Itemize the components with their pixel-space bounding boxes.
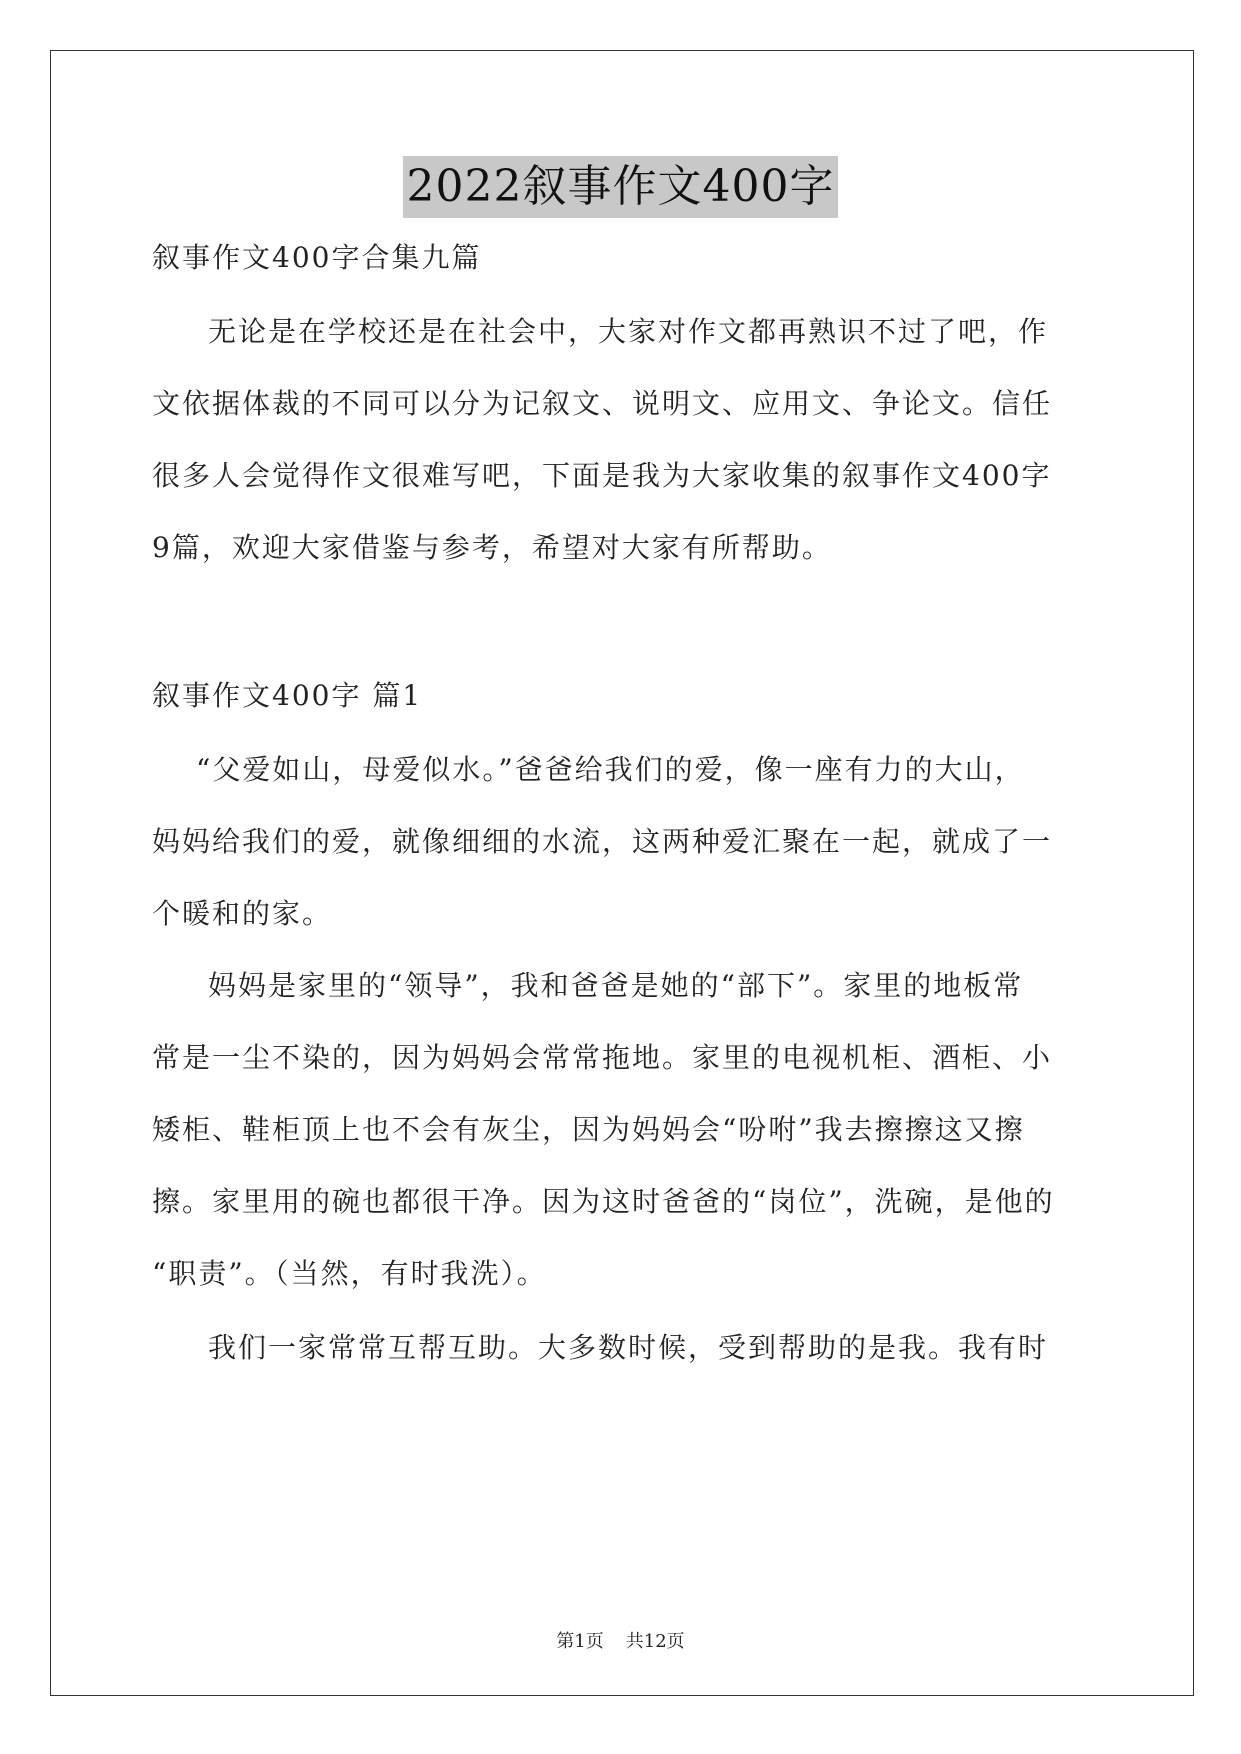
page-number-total: 共12页 bbox=[625, 1631, 685, 1652]
intro-line-3: 很多人会觉得作文很难写吧，下面是我为大家收集的叙事作文400字 bbox=[152, 459, 1052, 492]
para2-line-2: 常是一尘不染的，因为妈妈会常常拖地。家里的电视机柜、酒柜、小 bbox=[152, 1041, 1053, 1074]
para1-line-3: 个暖和的家。 bbox=[152, 897, 333, 930]
para3-line-1: 我们一家常常互帮互助。大多数时候，受到帮助的是我。我有时 bbox=[208, 1331, 1049, 1364]
para1-line-2: 妈妈给我们的爱，就像细细的水流，这两种爱汇聚在一起，就成了一 bbox=[152, 825, 1053, 858]
page-number-current: 第1页 bbox=[556, 1631, 604, 1652]
intro-line-1: 无论是在学校还是在社会中，大家对作文都再熟识不过了吧，作 bbox=[208, 315, 1049, 348]
document-title: 2022叙事作文400字 bbox=[403, 156, 839, 218]
para2-line-4: 擦。家里用的碗也都很干净。因为这时爸爸的“岗位”，洗碗，是他的 bbox=[152, 1185, 1055, 1218]
para1-line-1: “父爱如山，母爱似水。”爸爸给我们的爱，像一座有力的大山， bbox=[196, 753, 1025, 786]
para2-line-1: 妈妈是家里的“领导”，我和爸爸是她的“部下”。家里的地板常 bbox=[208, 969, 1024, 1002]
page-footer bbox=[0, 1630, 1241, 1654]
intro-line-4: 9篇，欢迎大家借鉴与参考，希望对大家有所帮助。 bbox=[152, 531, 832, 564]
section-heading: 叙事作文400字 篇1 bbox=[152, 679, 423, 712]
page-border bbox=[50, 50, 1194, 1696]
title-container bbox=[0, 156, 1241, 218]
para2-line-5: “职责”。（当然，有时我洗）。 bbox=[152, 1257, 547, 1290]
document-subtitle: 叙事作文400字合集九篇 bbox=[152, 241, 482, 274]
intro-line-2: 文依据体裁的不同可以分为记叙文、说明文、应用文、争论文。信任 bbox=[152, 387, 1053, 420]
para2-line-3: 矮柜、鞋柜顶上也不会有灰尘，因为妈妈会“吩咐”我去擦擦这又擦 bbox=[152, 1113, 1025, 1146]
